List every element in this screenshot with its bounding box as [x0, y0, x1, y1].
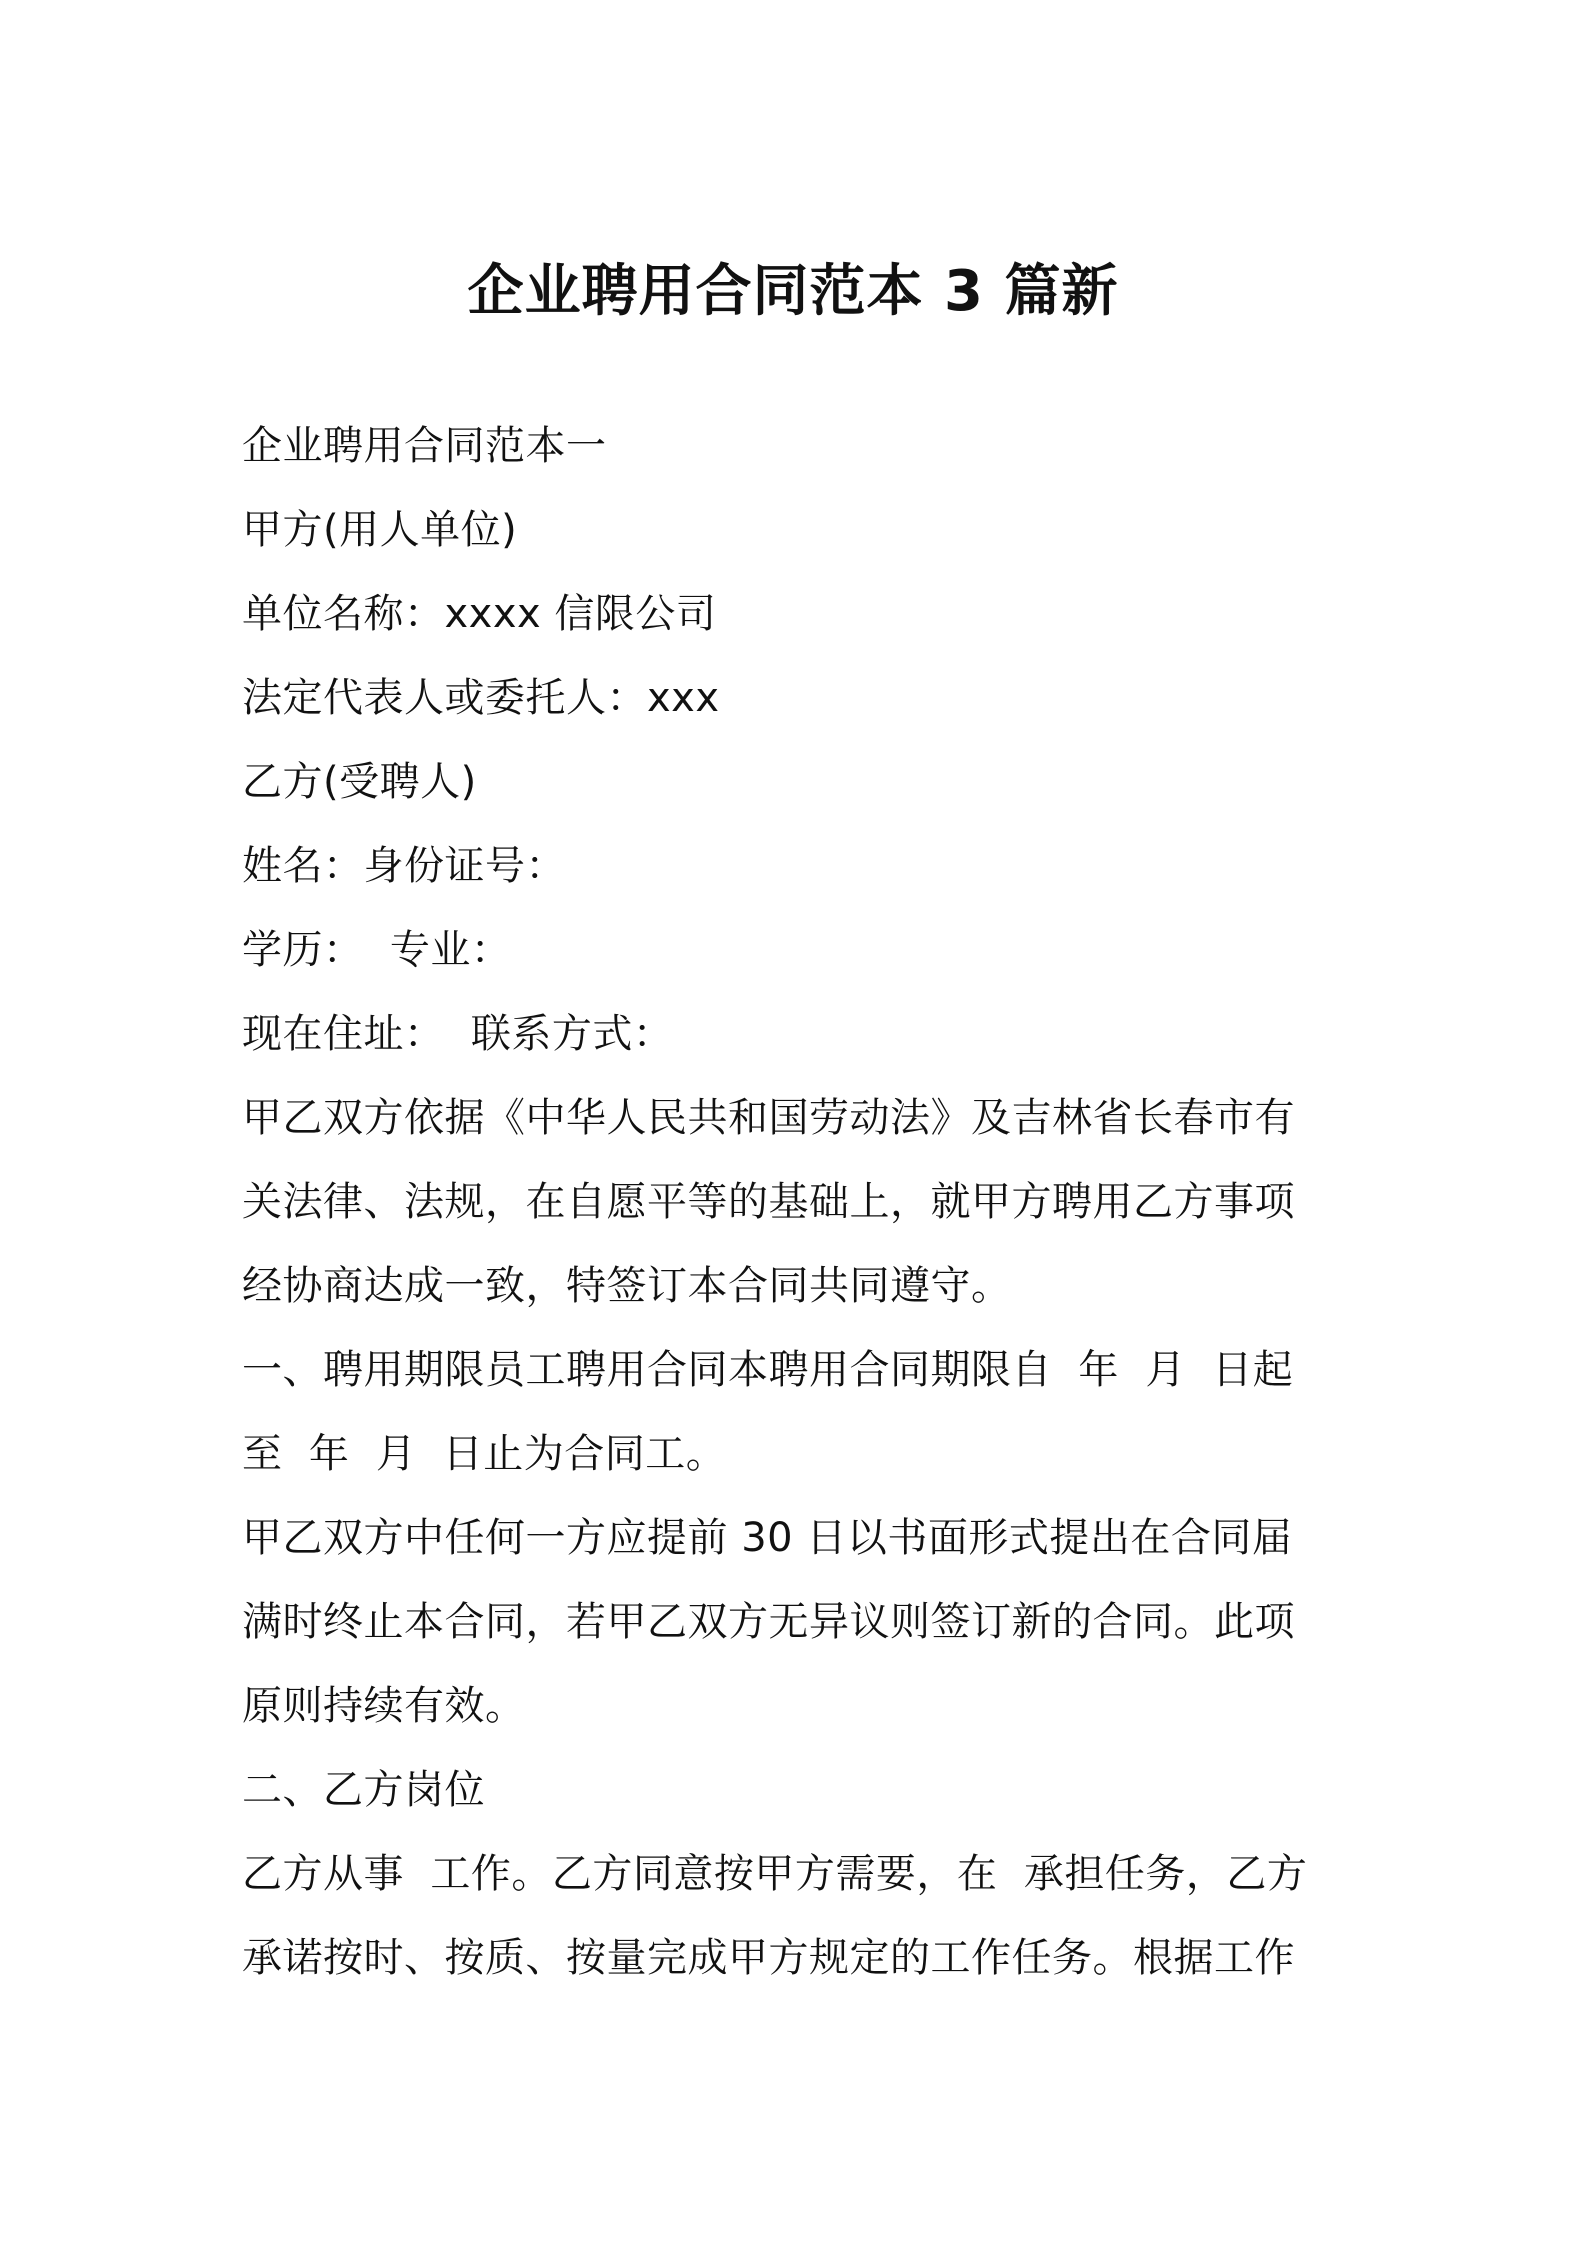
termination-line-3: 原则持续有效。	[242, 1683, 526, 1729]
clause-one-line-1: 一、聘用期限员工聘用合同本聘用合同期限自 年 月 日起	[242, 1347, 1294, 1393]
party-a-label: 甲方(用人单位)	[242, 507, 518, 553]
preamble-line-3: 经协商达成一致，特签订本合同共同遵守。	[242, 1263, 1012, 1309]
party-a-company-name: 单位名称：xxxx 信限公司	[242, 591, 717, 637]
document-title: 企业聘用合同范本 3 篇新	[467, 259, 1119, 324]
preamble-line-1: 甲乙双方依据《中华人民共和国劳动法》及吉林省长春市有	[242, 1095, 1295, 1141]
party-b-label: 乙方(受聘人)	[242, 759, 477, 805]
termination-line-2: 满时终止本合同，若甲乙双方无异议则签订新的合同。此项	[242, 1599, 1295, 1645]
clause-two-heading: 二、乙方岗位	[242, 1767, 485, 1813]
clause-two-line-1: 乙方从事 工作。乙方同意按甲方需要，在 承担任务，乙方	[242, 1851, 1308, 1897]
section-heading-template-one: 企业聘用合同范本一	[242, 423, 607, 469]
party-b-address-contact: 现在住址： 联系方式：	[242, 1011, 674, 1057]
party-b-name-id: 姓名：身份证号：	[242, 843, 566, 889]
clause-two-line-2: 承诺按时、按质、按量完成甲方规定的工作任务。根据工作	[242, 1935, 1295, 1981]
document-body	[242, 404, 1362, 2000]
clause-one-line-2: 至 年 月 日止为合同工。	[242, 1431, 727, 1477]
preamble-line-2: 关法律、法规，在自愿平等的基础上，就甲方聘用乙方事项	[242, 1179, 1295, 1225]
party-b-education-major: 学历： 专业：	[242, 927, 512, 973]
party-a-representative: 法定代表人或委托人：xxx	[242, 675, 720, 721]
termination-line-1: 甲乙双方中任何一方应提前 30 日以书面形式提出在合同届	[242, 1515, 1293, 1561]
